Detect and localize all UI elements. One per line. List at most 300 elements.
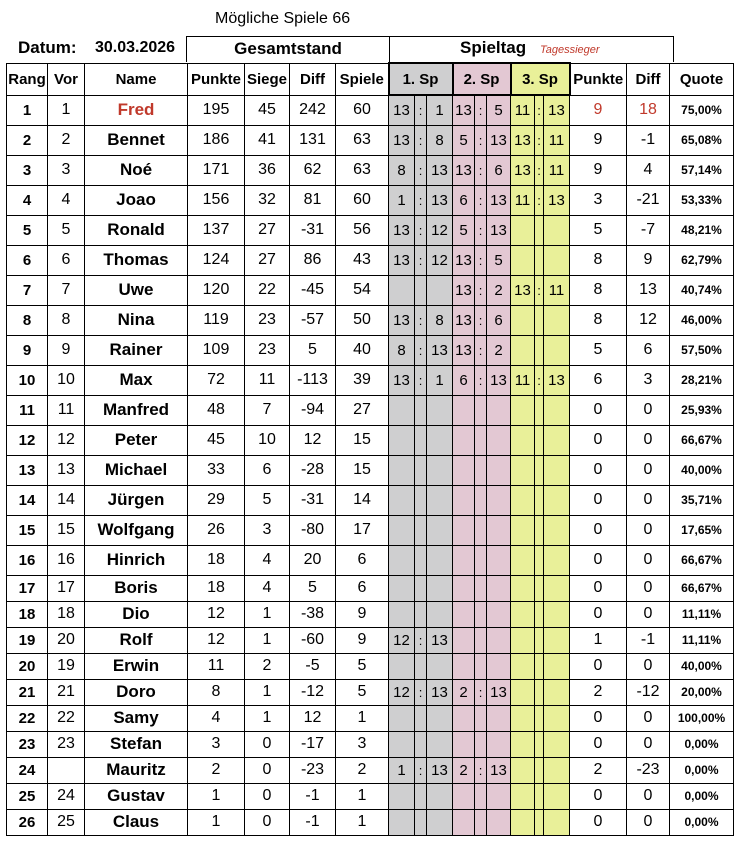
day-points-cell: 0 xyxy=(570,809,627,835)
score-separator xyxy=(415,395,427,425)
points-cell: 29 xyxy=(188,485,245,515)
game-2-own-score: 5 xyxy=(453,125,475,155)
score-separator: : xyxy=(535,365,544,395)
table-row xyxy=(7,125,734,155)
day-points-cell: 1 xyxy=(570,627,627,653)
game-1-own-score xyxy=(389,275,415,305)
previous-rank-cell: 19 xyxy=(48,653,85,679)
game-1-opponent-score: 13 xyxy=(427,185,453,215)
game-3-own-score xyxy=(511,515,535,545)
score-separator xyxy=(415,653,427,679)
score-separator: : xyxy=(415,185,427,215)
day-diff-cell: -23 xyxy=(627,757,670,783)
game-3-own-score xyxy=(511,425,535,455)
game-2-opponent-score xyxy=(487,653,511,679)
game-1-own-score xyxy=(389,653,415,679)
game-1-opponent-score: 13 xyxy=(427,757,453,783)
points-cell: 72 xyxy=(188,365,245,395)
wins-cell: 23 xyxy=(245,335,290,365)
wins-cell: 22 xyxy=(245,275,290,305)
day-points-cell: 0 xyxy=(570,575,627,601)
game-1-opponent-score: 13 xyxy=(427,627,453,653)
rank-cell: 5 xyxy=(7,215,48,245)
game-3-opponent-score xyxy=(544,653,570,679)
game-3-own-score xyxy=(511,653,535,679)
table-header-row xyxy=(7,63,734,95)
game-1-opponent-score: 12 xyxy=(427,245,453,275)
player-name-cell: Thomas xyxy=(85,245,188,275)
game-1-own-score xyxy=(389,575,415,601)
score-separator: : xyxy=(475,305,487,335)
score-separator: : xyxy=(475,125,487,155)
day-diff-cell: 0 xyxy=(627,601,670,627)
game-3-own-score xyxy=(511,731,535,757)
rank-cell: 3 xyxy=(7,155,48,185)
game-1-own-score xyxy=(389,515,415,545)
game-3-own-score xyxy=(511,575,535,601)
game-1-own-score: 13 xyxy=(389,365,415,395)
table-row xyxy=(7,627,734,653)
table-row xyxy=(7,365,734,395)
wins-cell: 1 xyxy=(245,601,290,627)
col-game-1: 1. Sp xyxy=(389,63,453,95)
player-name-cell: Peter xyxy=(85,425,188,455)
points-cell: 8 xyxy=(188,679,245,705)
wins-cell: 4 xyxy=(245,575,290,601)
rank-cell: 16 xyxy=(7,545,48,575)
day-diff-cell: 0 xyxy=(627,783,670,809)
rank-cell: 18 xyxy=(7,601,48,627)
game-2-own-score xyxy=(453,515,475,545)
wins-cell: 1 xyxy=(245,705,290,731)
score-separator xyxy=(475,783,487,809)
diff-cell: -1 xyxy=(290,783,336,809)
quote-cell: 57,14% xyxy=(670,155,734,185)
quote-cell: 48,21% xyxy=(670,215,734,245)
rank-cell: 13 xyxy=(7,455,48,485)
game-3-opponent-score xyxy=(544,245,570,275)
wins-cell: 6 xyxy=(245,455,290,485)
col-game-3: 3. Sp xyxy=(511,63,570,95)
points-cell: 124 xyxy=(188,245,245,275)
score-separator xyxy=(415,515,427,545)
score-separator xyxy=(415,425,427,455)
game-3-opponent-score xyxy=(544,545,570,575)
wins-cell: 27 xyxy=(245,215,290,245)
rank-cell: 15 xyxy=(7,515,48,545)
score-separator xyxy=(415,601,427,627)
game-2-own-score: 13 xyxy=(453,155,475,185)
score-separator xyxy=(535,515,544,545)
game-1-opponent-score xyxy=(427,545,453,575)
score-separator: : xyxy=(475,215,487,245)
game-3-opponent-score: 11 xyxy=(544,155,570,185)
score-separator: : xyxy=(415,215,427,245)
diff-cell: 5 xyxy=(290,575,336,601)
game-2-opponent-score xyxy=(487,809,511,835)
wins-cell: 41 xyxy=(245,125,290,155)
rank-cell: 20 xyxy=(7,653,48,679)
score-separator: : xyxy=(415,125,427,155)
game-1-opponent-score: 12 xyxy=(427,215,453,245)
games-cell: 14 xyxy=(336,485,389,515)
game-2-own-score xyxy=(453,705,475,731)
game-1-opponent-score xyxy=(427,601,453,627)
table-row xyxy=(7,245,734,275)
previous-rank-cell: 2 xyxy=(48,125,85,155)
game-3-opponent-score xyxy=(544,515,570,545)
game-2-opponent-score xyxy=(487,545,511,575)
game-3-opponent-score: 11 xyxy=(544,275,570,305)
day-diff-cell: -12 xyxy=(627,679,670,705)
game-3-opponent-score xyxy=(544,425,570,455)
game-2-opponent-score: 2 xyxy=(487,275,511,305)
wins-cell: 7 xyxy=(245,395,290,425)
col-spiele: Spiele xyxy=(336,63,389,95)
points-cell: 119 xyxy=(188,305,245,335)
previous-rank-cell: 6 xyxy=(48,245,85,275)
day-diff-cell: 0 xyxy=(627,515,670,545)
games-cell: 3 xyxy=(336,731,389,757)
game-2-opponent-score xyxy=(487,395,511,425)
quote-cell: 40,74% xyxy=(670,275,734,305)
score-separator xyxy=(535,545,544,575)
table-row xyxy=(7,335,734,365)
day-diff-cell: 18 xyxy=(627,95,670,125)
game-3-opponent-score: 13 xyxy=(544,185,570,215)
score-separator: : xyxy=(475,185,487,215)
diff-cell: 5 xyxy=(290,335,336,365)
player-name-cell: Stefan xyxy=(85,731,188,757)
matchday-title: Spieltag xyxy=(460,38,527,57)
game-1-opponent-score: 8 xyxy=(427,125,453,155)
diff-cell: -5 xyxy=(290,653,336,679)
player-name-cell: Jürgen xyxy=(85,485,188,515)
game-1-opponent-score xyxy=(427,705,453,731)
game-2-opponent-score xyxy=(487,425,511,455)
game-2-own-score xyxy=(453,783,475,809)
score-separator xyxy=(535,575,544,601)
game-2-opponent-score: 13 xyxy=(487,757,511,783)
score-separator: : xyxy=(415,335,427,365)
rank-cell: 9 xyxy=(7,335,48,365)
matchday-title-box xyxy=(389,36,674,62)
game-2-opponent-score: 13 xyxy=(487,185,511,215)
score-separator xyxy=(415,485,427,515)
score-separator: : xyxy=(535,125,544,155)
player-name-cell: Nina xyxy=(85,305,188,335)
score-separator xyxy=(415,705,427,731)
game-3-own-score xyxy=(511,245,535,275)
game-3-own-score xyxy=(511,627,535,653)
score-separator: : xyxy=(475,245,487,275)
games-cell: 60 xyxy=(336,95,389,125)
wins-cell: 45 xyxy=(245,95,290,125)
games-cell: 60 xyxy=(336,185,389,215)
quote-cell: 40,00% xyxy=(670,653,734,679)
score-separator xyxy=(415,731,427,757)
diff-cell: -94 xyxy=(290,395,336,425)
day-points-cell: 6 xyxy=(570,365,627,395)
score-separator: : xyxy=(415,155,427,185)
rank-cell: 10 xyxy=(7,365,48,395)
previous-rank-cell: 3 xyxy=(48,155,85,185)
game-2-own-score xyxy=(453,485,475,515)
rank-cell: 23 xyxy=(7,731,48,757)
diff-cell: -45 xyxy=(290,275,336,305)
score-separator xyxy=(475,485,487,515)
game-3-opponent-score xyxy=(544,731,570,757)
col-siege: Siege xyxy=(245,63,290,95)
score-separator: : xyxy=(535,95,544,125)
score-separator: : xyxy=(415,627,427,653)
game-1-own-score: 1 xyxy=(389,757,415,783)
game-2-own-score: 2 xyxy=(453,757,475,783)
player-name-cell: Mauritz xyxy=(85,757,188,783)
points-cell: 1 xyxy=(188,783,245,809)
quote-cell: 35,71% xyxy=(670,485,734,515)
player-name-cell: Erwin xyxy=(85,653,188,679)
game-2-own-score: 13 xyxy=(453,305,475,335)
day-diff-cell: -1 xyxy=(627,627,670,653)
game-3-own-score xyxy=(511,215,535,245)
quote-cell: 17,65% xyxy=(670,515,734,545)
game-1-opponent-score xyxy=(427,515,453,545)
col-game-2: 2. Sp xyxy=(453,63,511,95)
diff-cell: 62 xyxy=(290,155,336,185)
score-separator xyxy=(475,627,487,653)
game-1-opponent-score xyxy=(427,809,453,835)
games-cell: 39 xyxy=(336,365,389,395)
games-cell: 50 xyxy=(336,305,389,335)
game-1-own-score xyxy=(389,705,415,731)
points-cell: 2 xyxy=(188,757,245,783)
quote-cell: 0,00% xyxy=(670,757,734,783)
day-points-cell: 0 xyxy=(570,485,627,515)
wins-cell: 0 xyxy=(245,757,290,783)
quote-cell: 66,67% xyxy=(670,425,734,455)
score-separator xyxy=(535,783,544,809)
standings-table xyxy=(6,62,734,836)
diff-cell: -17 xyxy=(290,731,336,757)
score-separator xyxy=(535,601,544,627)
game-3-own-score xyxy=(511,485,535,515)
game-2-opponent-score xyxy=(487,485,511,515)
wins-cell: 4 xyxy=(245,545,290,575)
game-2-own-score xyxy=(453,731,475,757)
games-cell: 6 xyxy=(336,575,389,601)
score-separator xyxy=(475,425,487,455)
diff-cell: 81 xyxy=(290,185,336,215)
score-separator xyxy=(475,705,487,731)
game-3-own-score xyxy=(511,305,535,335)
score-separator xyxy=(475,395,487,425)
score-separator xyxy=(415,575,427,601)
wins-cell: 0 xyxy=(245,809,290,835)
col-day-diff: Diff xyxy=(627,63,670,95)
previous-rank-cell: 20 xyxy=(48,627,85,653)
previous-rank-cell: 17 xyxy=(48,575,85,601)
game-1-own-score: 1 xyxy=(389,185,415,215)
game-3-opponent-score xyxy=(544,783,570,809)
day-diff-cell: 0 xyxy=(627,425,670,455)
diff-cell: 20 xyxy=(290,545,336,575)
day-diff-cell: 9 xyxy=(627,245,670,275)
game-1-opponent-score: 13 xyxy=(427,679,453,705)
games-cell: 27 xyxy=(336,395,389,425)
game-1-opponent-score xyxy=(427,653,453,679)
day-diff-cell: 12 xyxy=(627,305,670,335)
game-2-opponent-score: 5 xyxy=(487,245,511,275)
day-points-cell: 8 xyxy=(570,305,627,335)
player-name-cell: Bennet xyxy=(85,125,188,155)
game-1-own-score xyxy=(389,731,415,757)
wins-cell: 0 xyxy=(245,731,290,757)
player-name-cell: Max xyxy=(85,365,188,395)
games-cell: 6 xyxy=(336,545,389,575)
rank-cell: 1 xyxy=(7,95,48,125)
rank-cell: 22 xyxy=(7,705,48,731)
wins-cell: 0 xyxy=(245,783,290,809)
table-row xyxy=(7,455,734,485)
col-vor: Vor xyxy=(48,63,85,95)
quote-cell: 53,33% xyxy=(670,185,734,215)
wins-cell: 32 xyxy=(245,185,290,215)
quote-cell: 0,00% xyxy=(670,783,734,809)
game-1-own-score xyxy=(389,783,415,809)
score-separator: : xyxy=(475,95,487,125)
diff-cell: -38 xyxy=(290,601,336,627)
score-separator xyxy=(535,305,544,335)
rank-cell: 21 xyxy=(7,679,48,705)
games-cell: 5 xyxy=(336,653,389,679)
game-2-own-score xyxy=(453,575,475,601)
games-cell: 54 xyxy=(336,275,389,305)
game-1-opponent-score xyxy=(427,485,453,515)
quote-cell: 75,00% xyxy=(670,95,734,125)
player-name-cell: Gustav xyxy=(85,783,188,809)
day-diff-cell: 3 xyxy=(627,365,670,395)
game-2-own-score xyxy=(453,653,475,679)
points-cell: 1 xyxy=(188,809,245,835)
quote-cell: 65,08% xyxy=(670,125,734,155)
rank-cell: 6 xyxy=(7,245,48,275)
previous-rank-cell xyxy=(48,757,85,783)
games-cell: 1 xyxy=(336,783,389,809)
game-2-opponent-score xyxy=(487,575,511,601)
game-2-own-score xyxy=(453,425,475,455)
rank-cell: 24 xyxy=(7,757,48,783)
score-separator xyxy=(415,275,427,305)
game-3-opponent-score: 11 xyxy=(544,125,570,155)
game-2-opponent-score: 5 xyxy=(487,95,511,125)
quote-cell: 28,21% xyxy=(670,365,734,395)
game-3-opponent-score xyxy=(544,757,570,783)
score-separator xyxy=(475,575,487,601)
quote-cell: 62,79% xyxy=(670,245,734,275)
day-diff-cell: -21 xyxy=(627,185,670,215)
day-diff-cell: 0 xyxy=(627,545,670,575)
game-3-opponent-score xyxy=(544,215,570,245)
score-separator: : xyxy=(475,275,487,305)
game-3-own-score: 11 xyxy=(511,185,535,215)
diff-cell: 131 xyxy=(290,125,336,155)
game-3-own-score xyxy=(511,783,535,809)
game-3-own-score xyxy=(511,809,535,835)
col-diff: Diff xyxy=(290,63,336,95)
game-2-opponent-score xyxy=(487,515,511,545)
game-2-opponent-score xyxy=(487,705,511,731)
game-1-own-score xyxy=(389,601,415,627)
quote-cell: 0,00% xyxy=(670,731,734,757)
diff-cell: -60 xyxy=(290,627,336,653)
col-name: Name xyxy=(85,63,188,95)
player-name-cell: Joao xyxy=(85,185,188,215)
rank-cell: 8 xyxy=(7,305,48,335)
previous-rank-cell: 11 xyxy=(48,395,85,425)
rank-cell: 2 xyxy=(7,125,48,155)
table-row xyxy=(7,757,734,783)
points-cell: 195 xyxy=(188,95,245,125)
points-cell: 12 xyxy=(188,627,245,653)
game-3-own-score: 11 xyxy=(511,95,535,125)
game-3-opponent-score xyxy=(544,575,570,601)
game-2-opponent-score: 13 xyxy=(487,365,511,395)
day-points-cell: 0 xyxy=(570,705,627,731)
game-1-opponent-score xyxy=(427,395,453,425)
game-1-opponent-score: 13 xyxy=(427,335,453,365)
date-value: 30.03.2026 xyxy=(95,39,176,56)
day-points-cell: 8 xyxy=(570,245,627,275)
score-separator xyxy=(475,731,487,757)
game-3-opponent-score xyxy=(544,809,570,835)
score-separator xyxy=(535,425,544,455)
previous-rank-cell: 22 xyxy=(48,705,85,731)
game-2-own-score xyxy=(453,809,475,835)
points-cell: 3 xyxy=(188,731,245,757)
quote-cell: 57,50% xyxy=(670,335,734,365)
score-separator xyxy=(535,395,544,425)
table-row xyxy=(7,731,734,757)
game-2-opponent-score xyxy=(487,601,511,627)
game-2-opponent-score: 13 xyxy=(487,125,511,155)
games-cell: 43 xyxy=(336,245,389,275)
points-cell: 137 xyxy=(188,215,245,245)
points-cell: 12 xyxy=(188,601,245,627)
game-1-opponent-score xyxy=(427,575,453,601)
diff-cell: -23 xyxy=(290,757,336,783)
day-points-cell: 2 xyxy=(570,679,627,705)
score-separator: : xyxy=(415,679,427,705)
quote-cell: 0,00% xyxy=(670,809,734,835)
score-separator xyxy=(535,215,544,245)
game-1-own-score: 13 xyxy=(389,125,415,155)
game-1-own-score: 8 xyxy=(389,335,415,365)
previous-rank-cell: 21 xyxy=(48,679,85,705)
game-3-opponent-score xyxy=(544,455,570,485)
game-2-own-score: 5 xyxy=(453,215,475,245)
table-row xyxy=(7,575,734,601)
game-3-opponent-score xyxy=(544,679,570,705)
day-points-cell: 3 xyxy=(570,185,627,215)
table-row xyxy=(7,705,734,731)
day-points-cell: 8 xyxy=(570,275,627,305)
table-row xyxy=(7,809,734,835)
possible-games-caption: Mögliche Spiele 66 xyxy=(215,10,351,27)
player-name-cell: Fred xyxy=(85,95,188,125)
player-name-cell: Michael xyxy=(85,455,188,485)
game-3-opponent-score xyxy=(544,395,570,425)
